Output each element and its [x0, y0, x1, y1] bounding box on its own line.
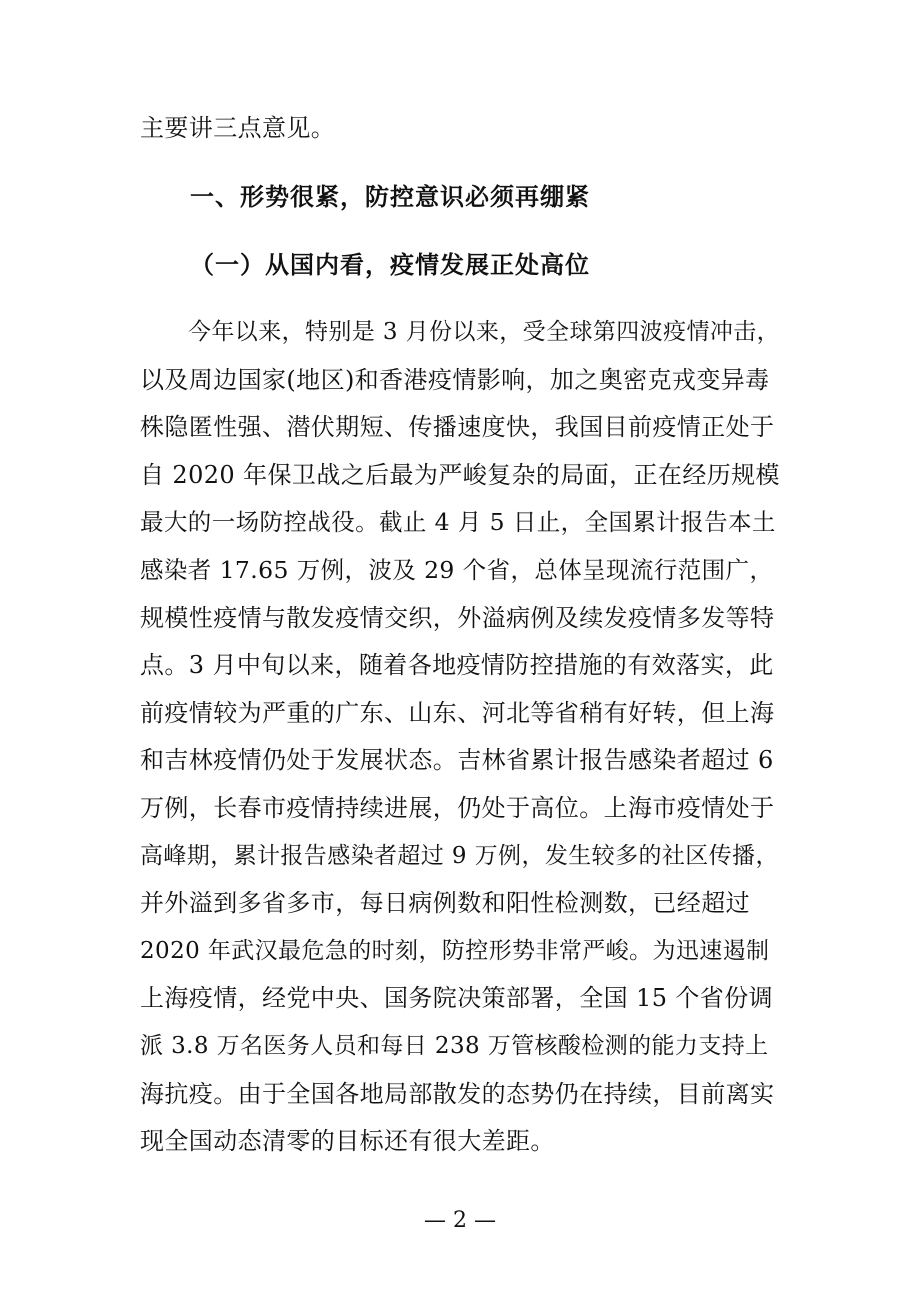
paragraph-line: 前疫情较为严重的广东、山东、河北等省稍有好转，但上海 [140, 699, 775, 727]
paragraph-line: 感染者 17.65 万例，波及 29 个省，总体呈现流行范围广， [140, 556, 774, 584]
paragraph-line: 今年以来，特别是 3 月份以来，受全球第四波疫情冲击， [188, 319, 781, 345]
paragraph-line: 高峰期，累计报告感染者超过 9 万例，发生较多的社区传播， [140, 843, 779, 869]
paragraph-line: 万例，长春市疫情持续进展，仍处于高位。上海市疫情处于 [140, 794, 775, 822]
page-number: — 2 — [424, 1208, 496, 1233]
intro-line: 主要讲三点意见。 [140, 114, 336, 142]
paragraph-line: 现全国动态清零的目标还有很大差距。 [140, 1127, 555, 1155]
section-heading: 一、形势很紧，防控意识必须再绷紧 [190, 183, 590, 211]
paragraph-line: 海抗疫。由于全国各地局部散发的态势仍在持续，目前离实 [140, 1080, 775, 1108]
paragraph-line: 自 2020 年保卫战之后最为严峻复杂的局面，正在经历规模 [140, 461, 780, 489]
paragraph-line: 2020 年武汉最危急的时刻，防控形势非常严峻。为迅速遏制 [140, 938, 770, 964]
paragraph-line: 规模性疫情与散发疫情交织，外溢病例及续发疫情多发等特 [140, 604, 775, 632]
paragraph-line: 以及周边国家(地区)和香港疫情影响，加之奥密克戎变异毒 [140, 366, 770, 394]
paragraph-line: 株隐匿性强、潜伏期短、传播速度快，我国目前疫情正处于 [140, 413, 775, 441]
paragraph-line: 派 3.8 万名医务人员和每日 238 万管核酸检测的能力支持上 [140, 1033, 769, 1059]
paragraph-line: 最大的一场防控战役。截止 4 月 5 日止，全国累计报告本土 [140, 508, 776, 536]
paragraph-line: 并外溢到多省多市，每日病例数和阳性检测数，已经超过 [140, 889, 750, 917]
paragraph-line: 和吉林疫情仍处于发展状态。吉林省累计报告感染者超过 6 [140, 746, 774, 774]
paragraph-line: 上海疫情，经党中央、国务院决策部署，全国 15 个省份调 [140, 984, 773, 1012]
subsection-heading: （一）从国内看，疫情发展正处高位 [190, 251, 590, 279]
paragraph-line: 点。3 月中旬以来，随着各地疫情防控措施的有效落实，此 [140, 651, 774, 679]
